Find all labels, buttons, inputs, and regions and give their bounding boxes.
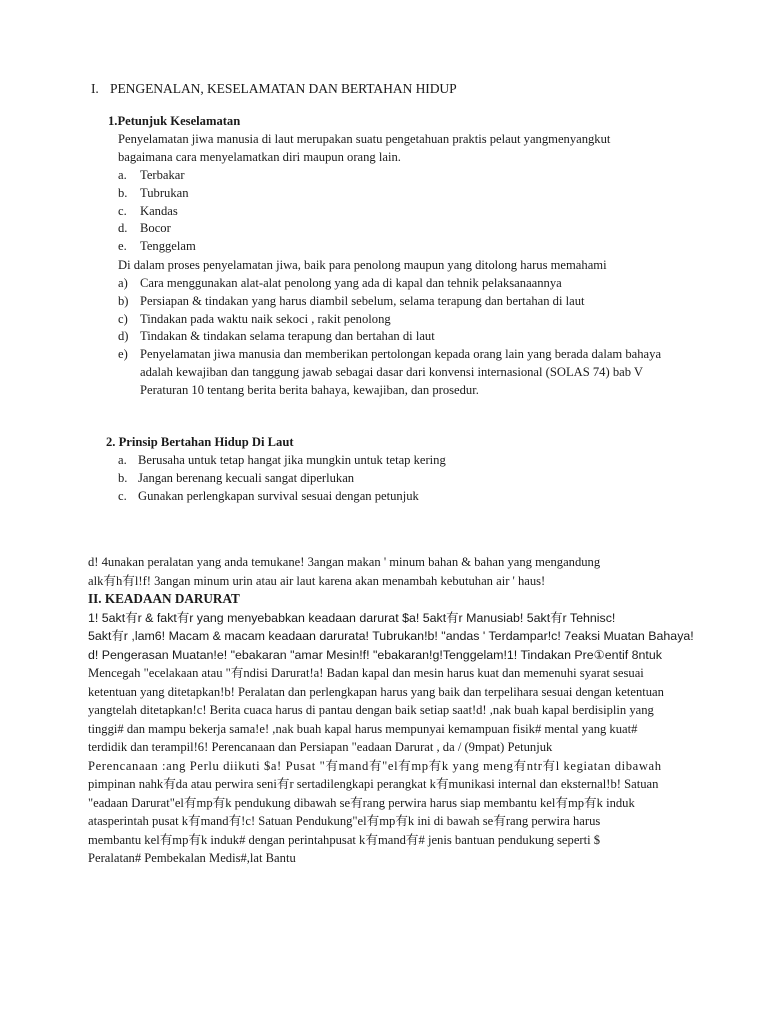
text-line: Perencanaan :ang Perlu diikuti $a! Pusat "有mand有"el有mp有k yang meng有ntr有l kegiatan dibawah [88,758,662,773]
understand-line: Di dalam proses penyelamatan jiwa, baik para penolong maupun yang ditolong harus memahami [118,258,607,272]
text-line: pimpinan nahk有da atau perwira seni有r sertadilengkapi perangkat k有munikasi internal dan eksternal!b! Satuan [88,777,659,791]
list-item: e. Tenggelam [118,239,196,254]
text-line: d! Pengerasan Muatan!e! "ebakaran "amar Mesin!f! "ebakaran!g!Tenggelam!1! Tindakan Pre①entif 8ntuk [88,647,662,662]
list-item: a. Berusaha untuk tetap hangat jika mungkin untuk tetap kering [118,453,446,467]
list-item: d) Tindakan & tindakan selama terapung dan bertahan di laut [118,329,435,344]
list-item: e) Penyelamatan jiwa manusia dan memberikan pertolongan kepada orang lain yang berada dalam bahaya [118,347,662,362]
text-line: Mencegah "ecelakaan atau "有ndisi Darurat!a! Badan kapal dan mesin harus kuat dan memenuhi syarat sesuai [88,666,644,680]
intro-line-2: bagaimana cara menyelamatkan diri maupun orang lain. [118,150,401,164]
list-item: b) Persiapan & tindakan yang harus diambil sebelum, selama terapung dan bertahan di laut [118,293,585,308]
section-title: PENGENALAN, KESELAMATAN DAN BERTAHAN HIDUP [110,81,457,96]
text-line: tinggi# dan mampu bekerja sama!e! ,nak buah kapal harus mempunyai kemampuan fisik# mental yang kuat# [88,721,638,736]
text-line: d! 4unakan peralatan yang anda temukane! 3angan makan ' minum bahan & bahan yang mengandung [88,555,601,569]
text-line: "eadaan Darurat"el有mp有k pendukung dibawah se有rang perwira harus siap membantu kel有mp有k induk [88,795,635,810]
text-line: ketentuan yang ditetapkan!b! Peralatan dan perlengkapan harus yang baik dan terpelihara sesuai dengan ketentuan [88,684,664,699]
hazard-list [118,167,196,256]
list-item: a) Cara menggunakan alat-alat penolong yang ada di kapal dan tehnik pelaksanaannya [118,276,562,290]
text-line: atasperintah pusat k有mand有!c! Satuan Pendukung"el有mp有k ini di bawah se有rang perwira harus [88,814,601,828]
list-item: d. Bocor [118,221,171,236]
subsection-title-1: 1.Petunjuk Keselamatan [108,114,241,128]
list-item-continuation: adalah kewajiban dan tanggung jawab sebagai dasar dari konvensi internasional (SOLAS 74) bab V [140,364,644,379]
text-line: alk有h有l!f! 3angan minum urin atau air laut karena akan menambah kebutuhan air ' haus! [88,573,546,588]
list-item-continuation: Peraturan 10 tentang berita berita bahaya, kewajiban, dan prosedur. [140,382,479,397]
section-number: I. [91,81,99,96]
survival-list [118,452,446,505]
list-item: a. Terbakar [118,168,185,182]
list-item: b. Jangan berenang kecuali sangat diperlukan [118,470,355,485]
text-line: membantu kel有mp有k induk# dengan perintahpusat k有mand有# jenis bantuan pendukung seperti $ [88,832,601,847]
list-item: c. Kandas [118,203,178,218]
text-line: yangtelah ditetapkan!c! Berita cuaca harus di pantau dengan baik setiap saat!d! ,nak buah kapal berdisiplin yang [88,703,654,717]
section-heading-2: II. KEADAAN DARURAT [88,591,240,606]
requirement-list [118,275,661,400]
list-item: c) Tindakan pada waktu naik sekoci , rakit penolong [118,311,391,326]
section-heading [91,80,457,98]
text-line: 1! 5akt有r & fakt有r yang menyebabkan keadaan darurat $a! 5akt有r Manusiab! 5akt有r Tehnisc! [88,610,616,625]
text-line: terdidik dan terampil!6! Perencanaan dan Persiapan "eadaan Darurat , da / (9mpat) Petunjuk [88,740,553,754]
list-item: c. Gunakan perlengkapan survival sesuai dengan petunjuk [118,488,419,503]
list-item: b. Tubrukan [118,185,189,200]
text-line: 5akt有r ,lam6! Macam & macam keadaan darurata! Tubrukan!b! "andas ' Terdampar!c! 7eaksi Muatan Bahaya! [88,629,694,643]
garbled-text-block [88,553,728,868]
subsection-title-2: 2. Prinsip Bertahan Hidup Di Laut [106,435,294,449]
text-line: Peralatan# Pembekalan Medis#,lat Bantu [88,851,296,865]
intro-line-1: Penyelamatan jiwa manusia di laut merupakan suatu pengetahuan praktis pelaut yangmenyangkut [118,132,611,146]
